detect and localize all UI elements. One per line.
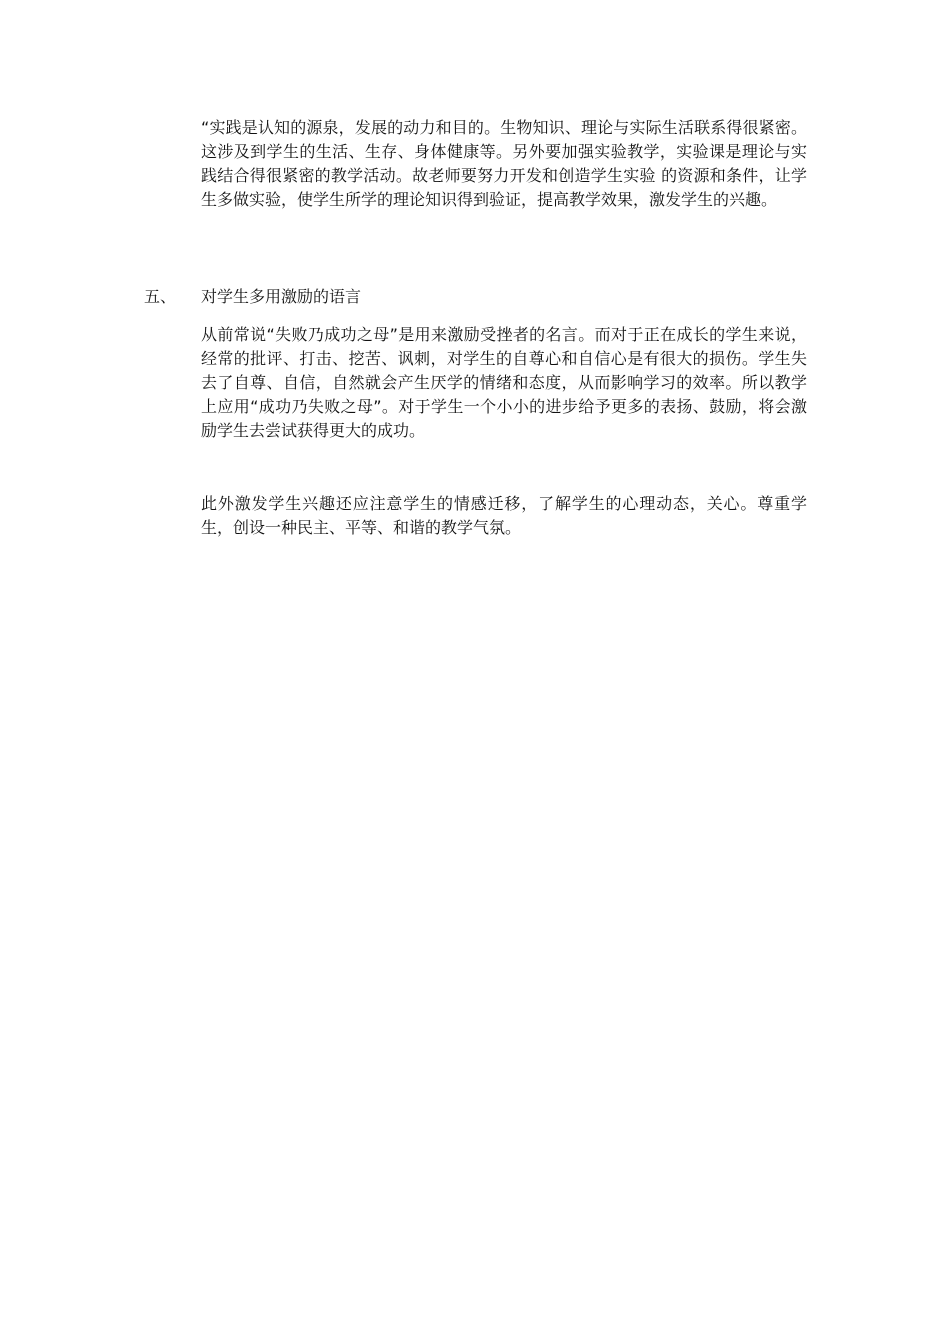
paragraph-encouragement: 从前常说“失败乃成功之母”是用来激励受挫者的名言。而对于正在成长的学生来说，经常的批评、打击、挖苦、讽刺，对学生的自尊心和自信心是有很大的损伤。学生失去了自尊、自信，自然就会产生厌学的情绪和态度，从而影响学习的效率。所以教学上应用“成功乃失败之母”。对于学生一个小小的进步给予更多的表扬、鼓励，将会激励学生去尝试获得更大的成功。 [201,325,807,440]
paragraph-practice-experiments: “实践是认知的源泉，发展的动力和目的。生物知识、理论与实际生活联系得很紧密。这涉及到学生的生活、生存、身体健康等。另外要加强实验教学，实验课是理论与实践结合得很紧密的教学活动。故老师要努力开发和创造学生实验 的资源和条件，让学生多做实验，使学生所学的理论知识得到验证，提高教学效果，激发学生的兴趣。 [201,118,807,209]
paragraph-emotional-transfer: 此外激发学生兴趣还应注意学生的情感迁移，了解学生的心理动态，关心。尊重学生，创设一种民主、平等、和谐的教学气氛。 [201,494,807,537]
section-number: 五、 [144,287,177,306]
section-title: 对学生多用激励的语言 [201,287,362,306]
